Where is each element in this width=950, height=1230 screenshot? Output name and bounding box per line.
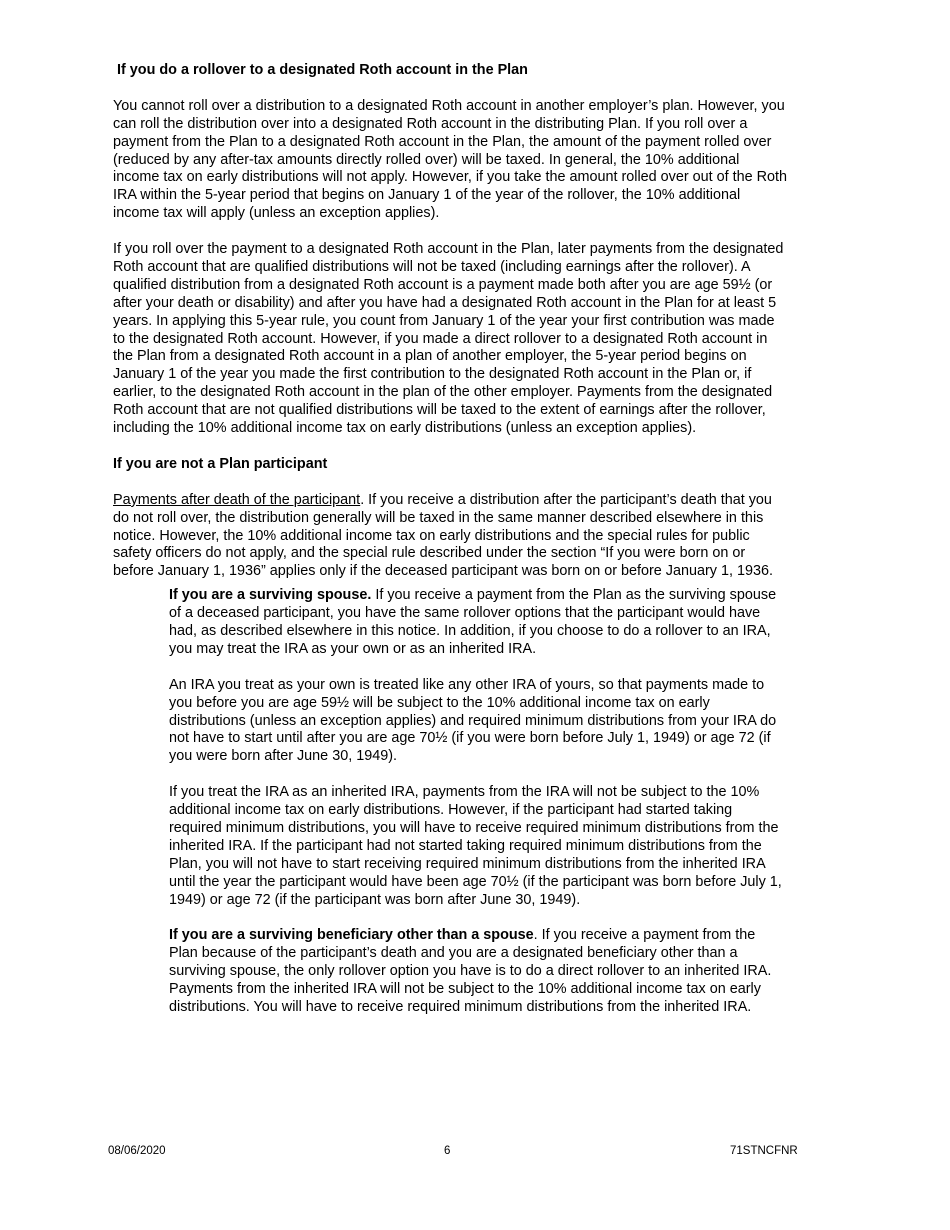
death-payments-paragraph xyxy=(113,492,788,582)
surviving-beneficiary-text: . If you receive a payment from the Plan because of the participant’s death and you are a designated beneficiary other than a surviving spouse, the only rollover option you have is to do a direct rollover to an inherited IRA. Payments from the inherited IRA will not be subject to the 10% additional income tax on early distributions. You will have to receive required minimum distributions from the inherited IRA. xyxy=(169,927,772,1016)
death-payments-label: Payments after death of the participant xyxy=(113,491,361,508)
death-payments-text: . If you receive a distribution after the participant’s death that you do not roll over, the distribution generally will be taxed in the same manner described elsewhere in this notice. However, the 10% additional income tax on early distributions and the special rules for public safety officers do not apply, and the special rule described under the section “If you were born on or before January 1, 1936” applies only if the deceased participant was born on or before January 1, 1936. xyxy=(113,491,773,580)
roth-rollover-paragraph-1: You cannot roll over a distribution to a designated Roth account in another employer’s plan. However, you can roll the distribution over into a designated Roth account in the distributing Plan. If you roll over a payment from the Plan to a designated Roth account in the Plan, the amount of the payment rolled over (reduced by any after-tax amounts directly rolled over) will be taxed. In general, the 10% additional income tax on early distributions will not apply. However, if you take the amount rolled over out of the Roth IRA within the 5-year period that begins on January 1 of the year of the rollover, the 10% additional income tax will apply (unless an exception applies). xyxy=(113,97,788,222)
roth-rollover-heading: If you do a rollover to a designated Roth account in the Plan xyxy=(117,62,528,78)
footer-doc-code: 71STNCFNR xyxy=(730,1145,798,1157)
surviving-beneficiary-label: If you are a surviving beneficiary other than a spouse xyxy=(169,927,534,944)
document-body xyxy=(113,62,788,1035)
inherited-ira-paragraph: If you treat the IRA as an inherited IRA, payments from the IRA will not be subject to the 10% additional income tax on early distributions. However, if the participant had started taking required minimum distributions, you will have to receive required minimum distributions from the inherited IRA. If the participant had not started taking required minimum distributions from the Plan, you will not have to start receiving required minimum distributions from the inherited IRA until the year the participant would have been age 70½ (if the participant was born before July 1, 1949) or age 72 (if the participant was born after June 30, 1949). xyxy=(169,784,782,908)
own-ira-paragraph: An IRA you treat as your own is treated like any other IRA of yours, so that payments made to you before you are age 59½ will be subject to the 10% additional income tax on early distributions (unless an exception applies) and required minimum distributions from your IRA do not have to start until after you are age 70½ (if you were born before July 1, 1949) or age 72 (if you were born after June 30, 1949). xyxy=(169,676,777,765)
footer-date: 08/06/2020 xyxy=(108,1145,166,1157)
surviving-spouse-label: If you are a surviving spouse. xyxy=(169,587,372,604)
not-participant-heading: If you are not a Plan participant xyxy=(113,455,328,472)
indented-section xyxy=(169,587,784,1017)
surviving-beneficiary-paragraph xyxy=(169,927,784,1017)
roth-rollover-paragraph-2: If you roll over the payment to a designated Roth account in the Plan, later payments from the designated Roth account that are qualified distributions will not be taxed (including earnings after the rollover). A qualified distribution from a designated Roth account is a payment made both after you are age 59½ (or after your death or disability) and after you have had a designated Roth account in the Plan for at least 5 years. In applying this 5-year rule, you count from January 1 of the year your first contribution was made to the designated Roth account. However, if you made a direct rollover to a designated Roth account in the Plan from a designated Roth account in a plan of another employer, the 5-year period begins on January 1 of the year you made the first contribution to the designated Roth account in the Plan or, if earlier, to the designated Roth account in the plan of the other employer. Payments from the designated Roth account that are not qualified distributions will be taxed to the extent of earnings after the rollover, including the 10% additional income tax on early distributions (unless an exception applies). xyxy=(113,241,784,437)
surviving-spouse-paragraph xyxy=(169,587,784,659)
footer-page-number: 6 xyxy=(444,1145,451,1157)
surviving-spouse-text: If you receive a payment from the Plan as the surviving spouse of a deceased participant, you have the same rollover options that the participant would have had, as described elsewhere in this notice. In addition, if you choose to do a rollover to an IRA, you may treat the IRA as your own or as an inherited IRA. xyxy=(169,587,777,657)
